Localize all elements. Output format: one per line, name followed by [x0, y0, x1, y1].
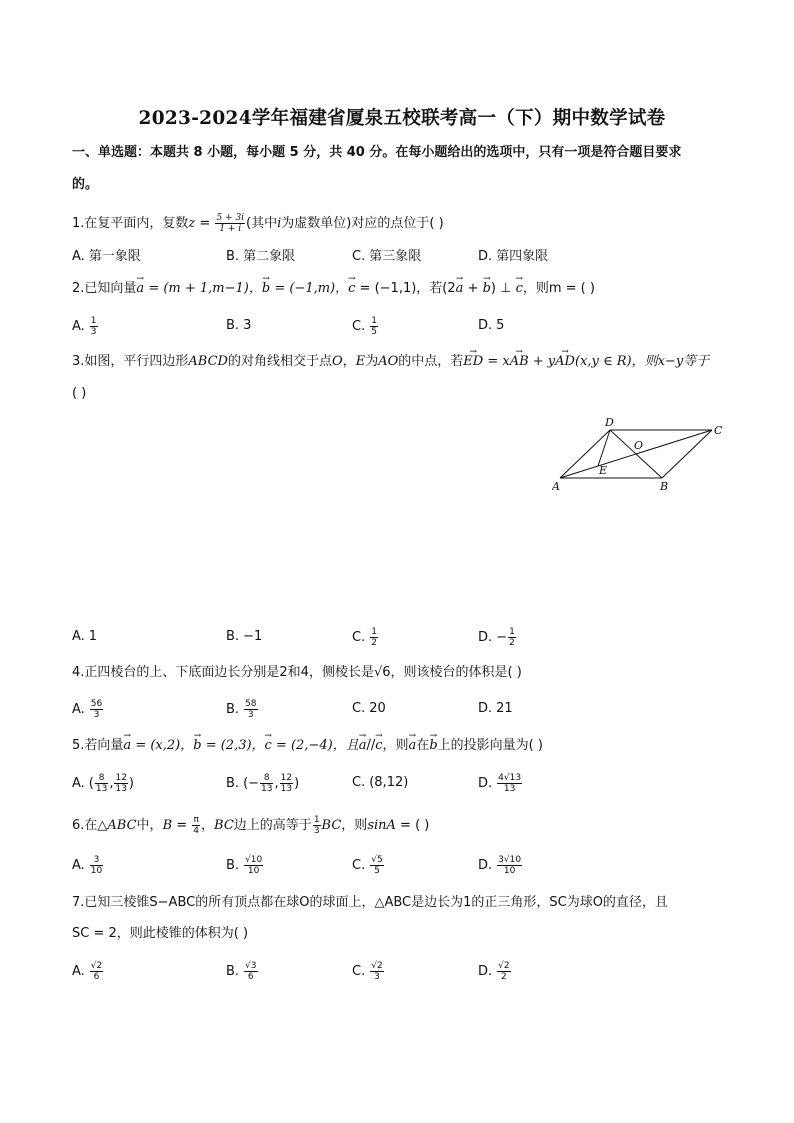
label-c: C	[714, 424, 723, 437]
option-d[interactable]: D. 第四象限	[478, 249, 549, 264]
question-3-cont: ( )	[72, 386, 87, 401]
section-heading: 一、单选题：本题共 8 小题，每小题 5 分，共 40 分。在每小题给出的选项中，只有一项是符合题目要求	[72, 145, 682, 160]
option-c[interactable]: C. (8,12)	[352, 775, 409, 790]
option-d[interactable]: D. 21	[478, 701, 513, 716]
option-a[interactable]: A. $\frac{√2}{6}$	[72, 961, 103, 982]
option-d[interactable]: D. $\frac{3√10}{10}$	[478, 855, 522, 876]
option-c[interactable]: C. $\frac{√2}{3}$	[352, 961, 383, 982]
question-4: 4.正四棱台的上、下底面边长分别是2和4，侧棱长是√6，则该棱台的体积是( )	[72, 665, 522, 680]
option-a[interactable]: A. $\frac{3}{10}$	[72, 855, 103, 876]
option-a[interactable]: A. $\frac{56}{3}$	[72, 699, 103, 720]
question-5: 5.若向量→ a = (x,2)，→ b = (2,3)，→ c = (2,−4)，且→ a//→ c，则→ a在→ b上的投影向量为( )	[72, 736, 732, 756]
option-a[interactable]: A. 第一象限	[72, 249, 141, 264]
question-7: 7.已知三棱锥S−ABC的所有顶点都在球O的球面上，△ABC是边长为1的正三角形，SC为球O的直径，且	[72, 895, 668, 910]
option-b[interactable]: B. 3	[226, 318, 252, 333]
question-4-options	[72, 699, 732, 719]
question-6: 6.在△ABC中，B = $\frac{\pi}{4}$ ，BC边上的高等于 $\frac{1}{3}$ BC，则sinA = ( )	[72, 815, 430, 836]
label-e: E	[599, 464, 608, 477]
parallelogram-figure	[552, 412, 732, 492]
option-c[interactable]: C. $\frac{1}{5}$	[352, 316, 377, 337]
question-2-options	[72, 316, 732, 336]
section-heading-cont: 的。	[72, 177, 99, 192]
question-1-options	[72, 247, 732, 267]
option-c[interactable]: C. 第三象限	[352, 249, 422, 264]
option-d[interactable]: D. $\frac{4√13}{13}$	[478, 773, 522, 794]
option-b[interactable]: B. $\frac{58}{3}$	[226, 699, 257, 720]
option-a[interactable]: A. ( $\frac{8}{13}$ , $\frac{12}{13}$ )	[72, 773, 134, 794]
label-b: B	[660, 480, 669, 492]
question-5-options	[72, 773, 732, 793]
fraction: $\frac{5 + 3i}{1 + i}$	[216, 213, 245, 234]
option-c[interactable]: C. $\frac{1}{2}$	[352, 627, 377, 648]
question-7-cont: SC = 2，则此棱锥的体积为( )	[72, 926, 249, 941]
label-a: A	[552, 480, 560, 492]
option-b[interactable]: B. (− $\frac{8}{13}$ , $\frac{12}{13}$ )	[226, 773, 300, 794]
diagonal-bd	[610, 430, 662, 478]
question-1: 1.在复平面内，复数z = $\frac{5 + 3i}{1 + i}$ (其中i为虚数单位)对应的点位于( )	[72, 213, 444, 234]
option-d[interactable]: D. $\frac{√2}{2}$	[478, 961, 510, 982]
option-a[interactable]: A. $\frac{1}{3}$	[72, 316, 97, 337]
page-title: 2023-2024学年福建省厦泉五校联考高一（下）期中数学试卷	[138, 108, 666, 129]
option-b[interactable]: B. $\frac{√3}{6}$	[226, 961, 257, 982]
question-2: 2.已知向量→ a = (m + 1,m−1)，→ b = (−1,m)，→ c = (−1,1)，若(2→ a + → b) ⊥ → c，则m = ( )	[72, 279, 732, 299]
question-3: 3.如图，平行四边形ABCD的对角线相交于点O，E为AO的中点，若→ ED = x→ AB + y→ AD(x,y ∈ R)，则x−y等于	[72, 352, 732, 372]
edge-bc	[662, 430, 712, 478]
label-o: O	[634, 439, 644, 452]
option-d[interactable]: D. − $\frac{1}{2}$	[478, 627, 515, 648]
exam-page	[72, 0, 732, 1123]
question-7-options	[72, 961, 732, 981]
option-c[interactable]: C. $\frac{√5}{5}$	[352, 855, 383, 876]
option-d[interactable]: D. 5	[478, 318, 505, 333]
option-b[interactable]: B. −1	[226, 629, 263, 644]
option-b[interactable]: B. $\frac{√10}{10}$	[226, 855, 263, 876]
option-b[interactable]: B. 第二象限	[226, 249, 296, 264]
question-3-options	[72, 627, 732, 647]
question-6-options	[72, 855, 732, 875]
option-a[interactable]: A. 1	[72, 629, 98, 644]
option-c[interactable]: C. 20	[352, 701, 386, 716]
label-d: D	[605, 416, 614, 429]
